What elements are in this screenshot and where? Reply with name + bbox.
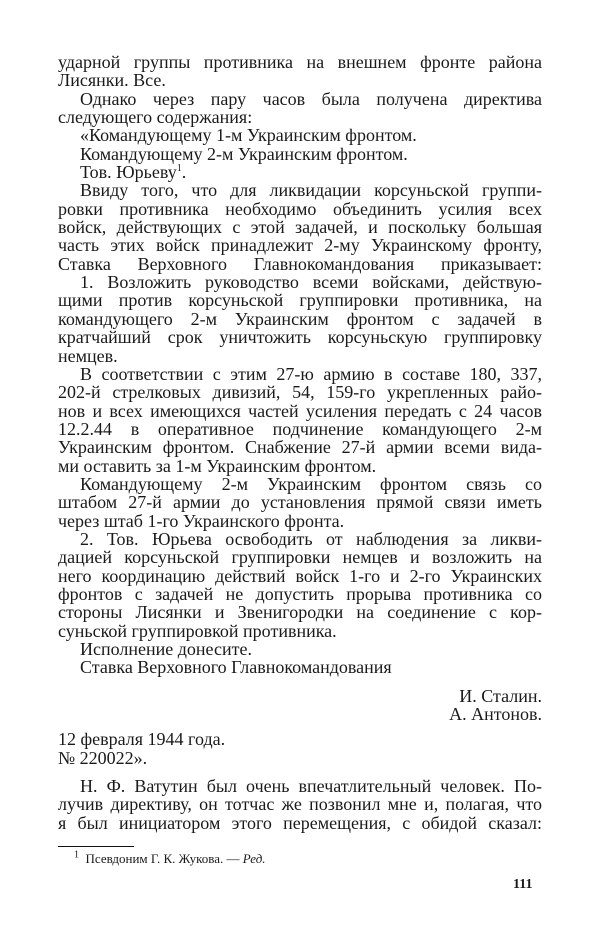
text-line: через штаб 1-го Украинского фронта. <box>58 510 345 531</box>
text-line: Исполнение донесите. <box>80 639 252 659</box>
text: . <box>181 162 187 183</box>
text-line: него координацию действий войск 1-го и 2-го Украинских <box>58 565 542 586</box>
text-line: Н. Ф. Ватутин был очень впечатлительный человек. По- <box>80 776 542 797</box>
footnote-mark: 1 <box>74 849 79 861</box>
text-line: кратчайший срок уничтожить корсуньскую группировку <box>58 327 542 348</box>
text-line <box>58 163 542 181</box>
text-line: дацией корсуньской группировки немцев и возложить на <box>58 547 542 568</box>
text-line: войск, действующих с этой задачей, и поскольку большая <box>58 217 542 238</box>
footnote-divider <box>58 846 134 847</box>
page-body <box>58 53 542 832</box>
text-line: следующего содержания: <box>58 107 253 128</box>
text-line: командующего 2-м Украинским фронтом с задачей в <box>58 308 542 329</box>
text-line: лучив директиву, он тотчас же позвонил мне и, полагая, что <box>58 794 542 815</box>
text-line: 1. Возложить руководство всеми войсками, действую- <box>80 272 542 293</box>
footnote-ref[interactable]: 1 <box>176 163 182 175</box>
footnote-text: Псевдоним Г. К. Жукова. — <box>85 851 243 866</box>
text-line: Однако через пару часов была получена директива <box>80 88 542 109</box>
text-line: 12.2.44 в оперативное подчинение командующего 2-м <box>58 418 542 439</box>
text-line: ровки противника необходимо объединить усилия всех <box>58 198 542 219</box>
text-line: суньской группировкой противника. <box>58 620 337 641</box>
text-line: Ставка Верховного Главнокомандования <box>80 657 392 678</box>
text-line: «Командующему 1-м Украинским фронтом. <box>80 125 417 146</box>
text-line: 202-й стрелковых дивизий, 54, 159-го укрепленных райо- <box>58 382 542 403</box>
text-line: Ставка Верховного Главнокомандования приказывает: <box>58 253 542 274</box>
text-line: Лисянки. Все. <box>58 70 166 91</box>
text-line: стороны Лисянки и Звенигородки на соединение с кор- <box>58 602 542 623</box>
page-number: 111 <box>513 877 533 892</box>
footnote-editor: Ред. <box>242 851 266 866</box>
text-line: Ввиду того, что для ликвидации корсуньской группи- <box>80 180 542 201</box>
text-line: немцев. <box>58 345 118 366</box>
text-line: часть этих войск принадлежит 2-му Украинскому фронту, <box>58 235 542 256</box>
text-line: В соответствии с этим 27-ю армию в составе 180, 337, <box>80 363 542 384</box>
footnote <box>74 851 266 867</box>
text-line: Командующему 2-м Украинским фронтом. <box>80 143 408 164</box>
text-line: 2. Тов. Юрьева освободить от наблюдения за ликви- <box>80 528 542 549</box>
signature-antonov: А. Антонов. <box>449 704 542 725</box>
signature-stalin: И. Сталин. <box>459 685 542 706</box>
text: Тов. Юрьеву <box>80 162 177 183</box>
text-line: ударной группы противника на внешнем фронте района <box>58 52 542 72</box>
text-line: фронтов с задачей не допустить прорыва противника со <box>58 583 542 604</box>
text-line: Командующему 2-м Украинским фронтом связь со <box>80 473 542 494</box>
text-line: нов и всех имеющихся частей усиления передать с 24 часов <box>58 400 542 421</box>
document-date: 12 февраля 1944 года. <box>58 729 226 750</box>
text-line: Украинским фронтом. Снабжение 27-й армии всеми вида- <box>58 437 542 458</box>
text-line: щими против корсуньской группировки противника, на <box>58 290 542 311</box>
text-line: штабом 27-й армии до установления прямой связи иметь <box>58 492 542 513</box>
text-line: я был инициатором этого перемещения, с обидой сказал: <box>58 812 542 833</box>
document-number: № 220022». <box>58 747 148 768</box>
text-line: ми оставить за 1-м Украинским фронтом. <box>58 455 377 476</box>
